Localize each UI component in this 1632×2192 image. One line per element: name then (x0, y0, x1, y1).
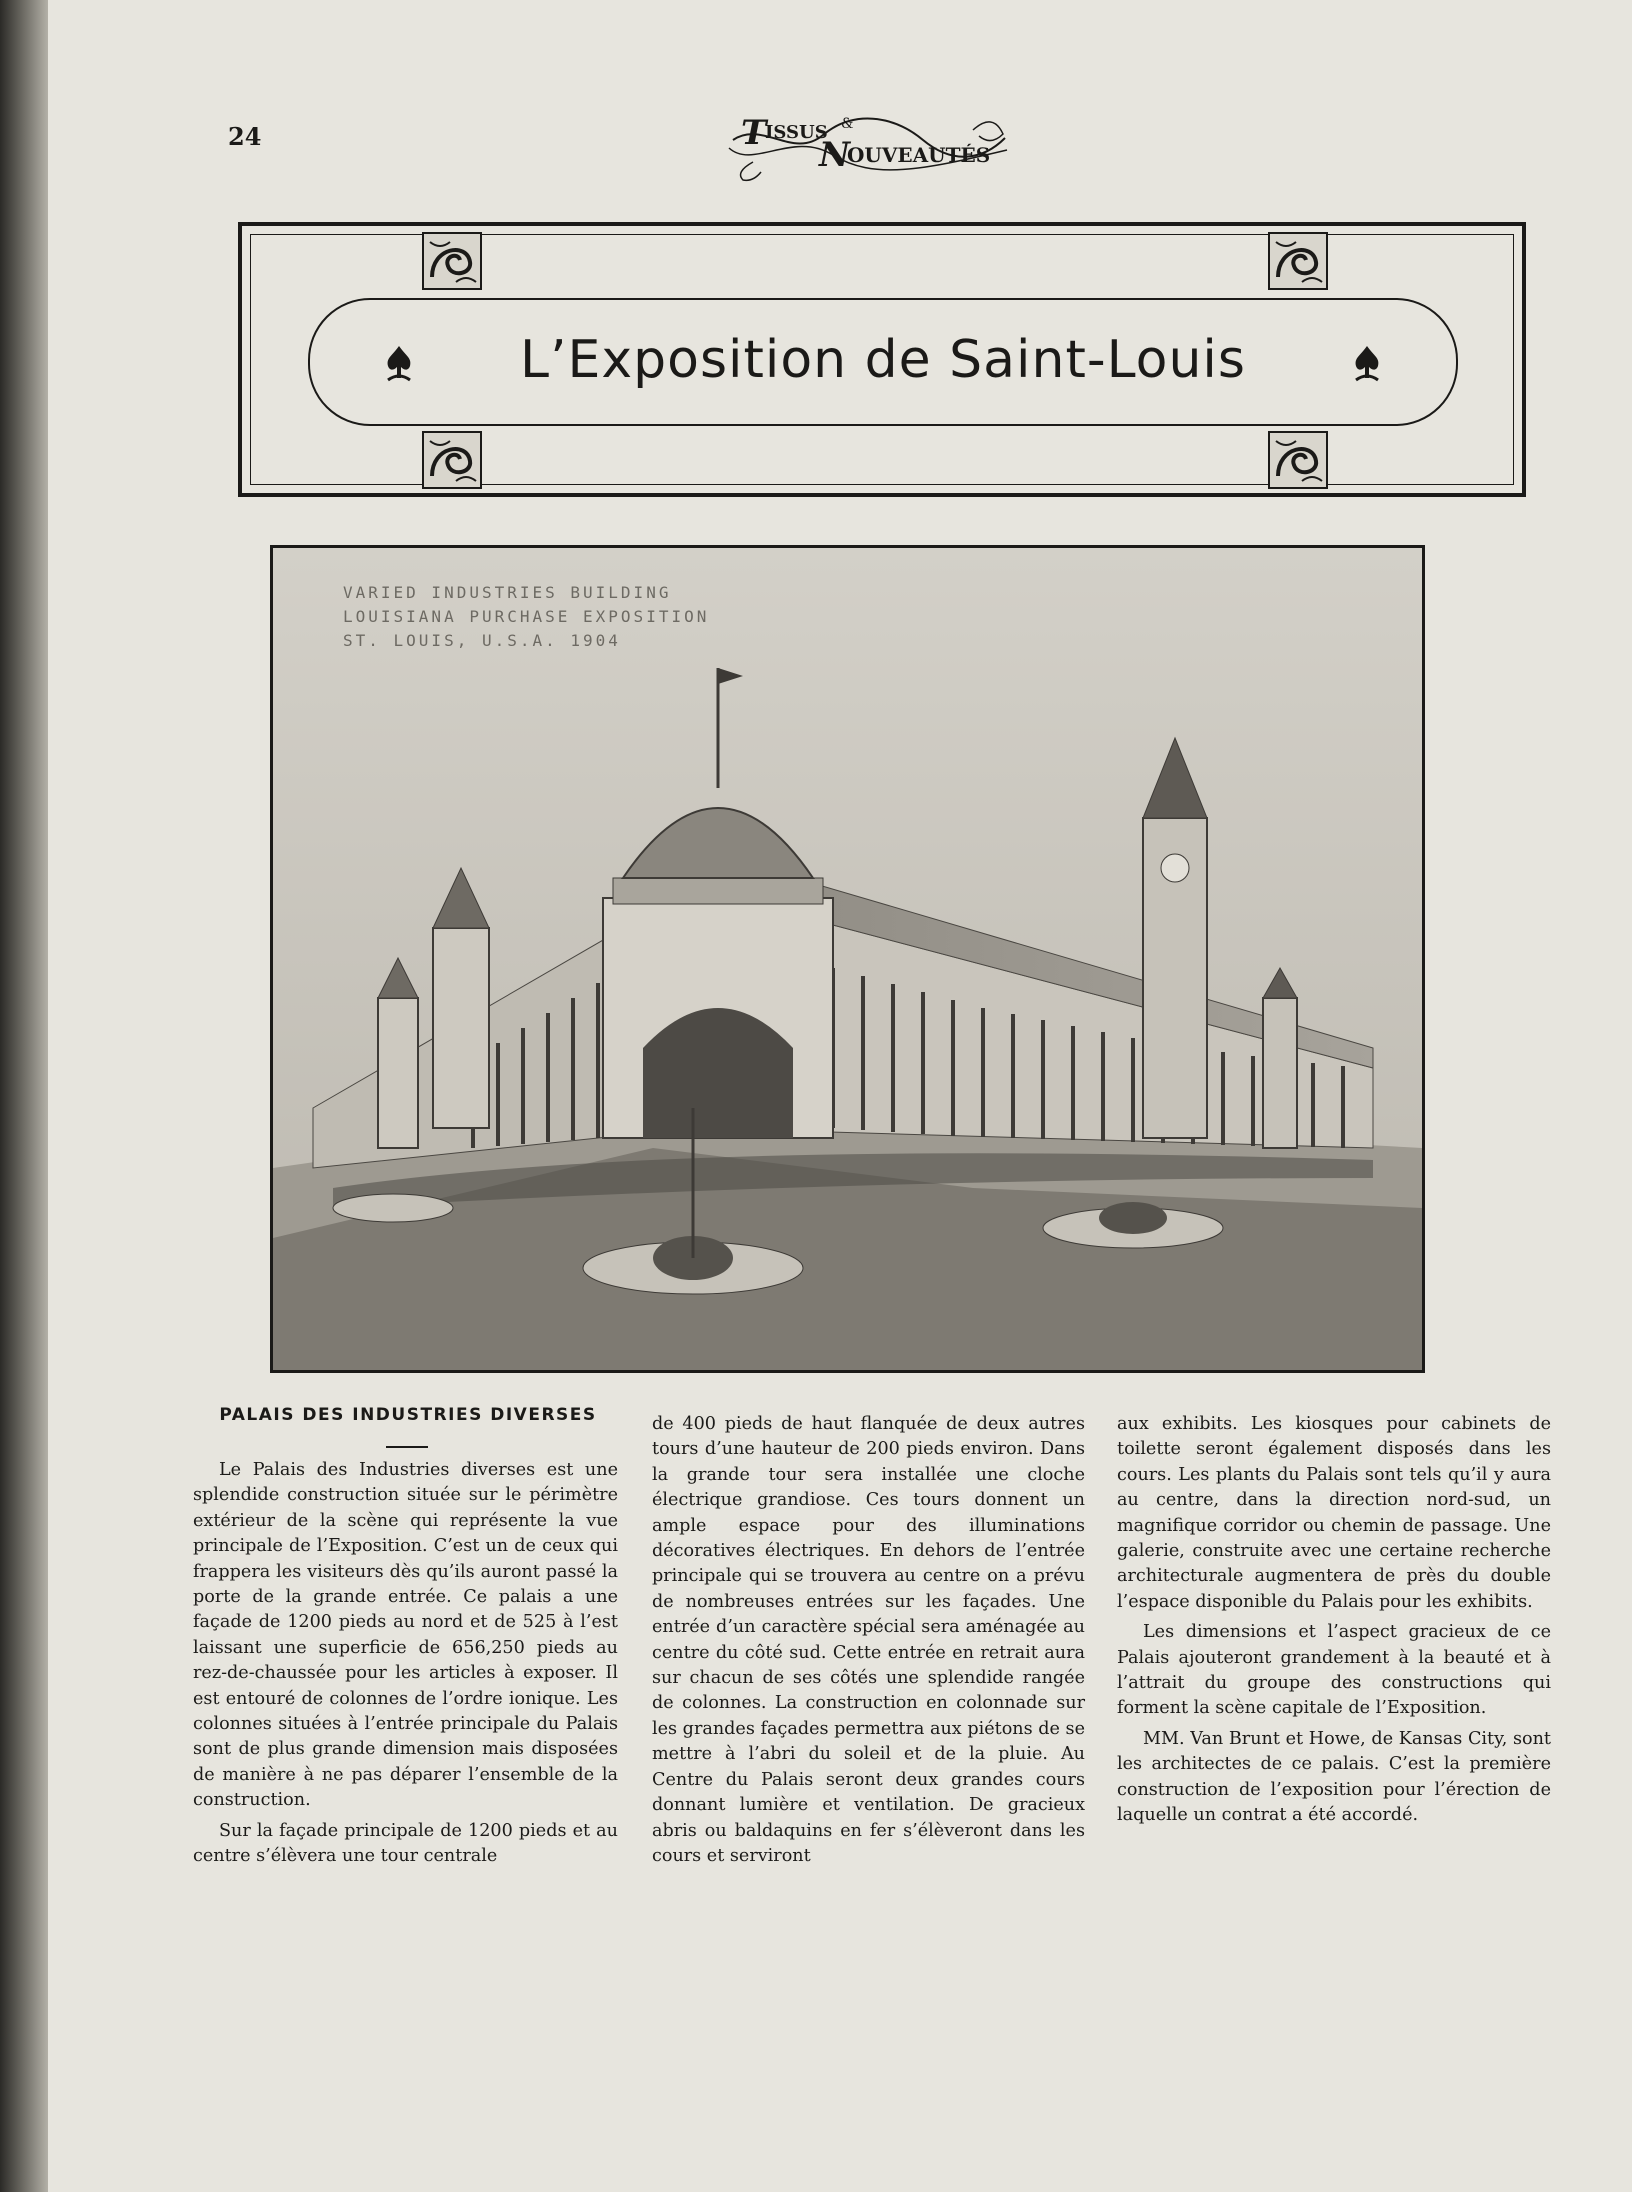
article-heading: PALAIS DES INDUSTRIES DIVERSES (219, 1405, 597, 1425)
ornament-icon (1268, 431, 1328, 489)
page-number: 24 (228, 122, 262, 151)
paragraph: de 400 pieds de haut flanquée de deux autres tours d’une hauteur de 200 pieds environ. Dans la grande tour sera installée une cloche électrique grandiose. Ces tours donnent un ample espace pour des illuminations décoratives électriques. En dehors de l’entrée principale qui se trouvera au centre on a prévu de nombreuses entrées sur les façades. Une entrée d’un caractère spécial sera aménagée au centre du côté sud. Cette entrée en retrait aura sur chacun de ses côtés une splendide rangée de colonnes. La construction en colonnade sur les grandes façades permettra aux piétons de se mettre à l’abri du soleil et de la pluie. Au Centre du Palais seront deux grandes cours donnant lumière et ventilation. De gracieux abris ou baldaquins en fer s’élèveront dans les cours et serviront (652, 1414, 1085, 1866)
binding-shadow (0, 0, 50, 2192)
paragraph: Le Palais des Industries diverses est une splendide construction située sur le périmètre extérieur de la scène qui représente la vue principale de l’Exposition. C’est un de ceux qui frappera les visiteurs dès qu’ils auront passé la porte de la grande entrée. Ce palais a une façade de 1200 pieds au nord et de 525 à l’est laissant une superficie de 656,250 pieds au rez-de-chaussée pour les articles à exposer. Il est entouré de colonnes de l’ordre ionique. Les colonnes situées à l’entrée principale du Palais sont de plus grande dimension mais disposées de manière à ne pas déparer l’ensemble de la construction. (193, 1460, 618, 1811)
svg-text:ISSUS: ISSUS (765, 122, 828, 143)
paragraph: MM. Van Brunt et Howe, de Kansas City, sont les architectes de ce palais. C’est la première construction de l’exposition pour l’érection de laquelle un contrat a été accordé. (1117, 1728, 1551, 1826)
masthead-logo (723, 100, 1013, 182)
svg-text:T: T (741, 113, 767, 153)
paragraph: Sur la façade principale de 1200 pieds et au centre s’élèvera une tour centrale (193, 1820, 618, 1867)
paragraph: aux exhibits. Les kiosques pour cabinets de toilette seront également disposés dans les cours. Les plants du Palais sont tels qu’il y aura au centre, dans la direction nord-sud, un magnifique corridor ou chemin de passage. Une galerie, construite avec une certaine recherche architecturale augmentera de près du double l’espace disponible du Palais pour les exhibits. (1117, 1414, 1551, 1612)
caption-line: ST. LOUIS, U.S.A. 1904 (343, 631, 621, 650)
text-column-3 (1117, 1412, 1551, 1829)
caption-line: VARIED INDUSTRIES BUILDING (343, 583, 672, 602)
text-column-2 (652, 1412, 1085, 1869)
svg-text:OUVEAUTÉS: OUVEAUTÉS (847, 143, 991, 167)
svg-text:N: N (819, 135, 851, 175)
title-frame (238, 222, 1526, 497)
ornament-icon (1268, 232, 1328, 290)
caption-line: LOUISIANA PURCHASE EXPOSITION (343, 607, 710, 626)
ornament-icon (422, 431, 482, 489)
svg-text:&: & (841, 116, 854, 132)
heading-rule (386, 1446, 428, 1448)
section-title: L’Exposition de Saint-Louis (520, 330, 1246, 390)
magazine-page (48, 0, 1632, 2192)
building-illustration (270, 545, 1425, 1373)
text-column-1 (193, 1458, 618, 1870)
fleuron-icon (1350, 344, 1384, 384)
title-capsule (308, 298, 1458, 426)
paragraph: Les dimensions et l’aspect gracieux de ce Palais ajouteront grandement à la beauté et à l’attrait du groupe des constructions qui forment la scène capitale de l’Exposition. (1117, 1622, 1551, 1719)
ornament-icon (422, 232, 482, 290)
